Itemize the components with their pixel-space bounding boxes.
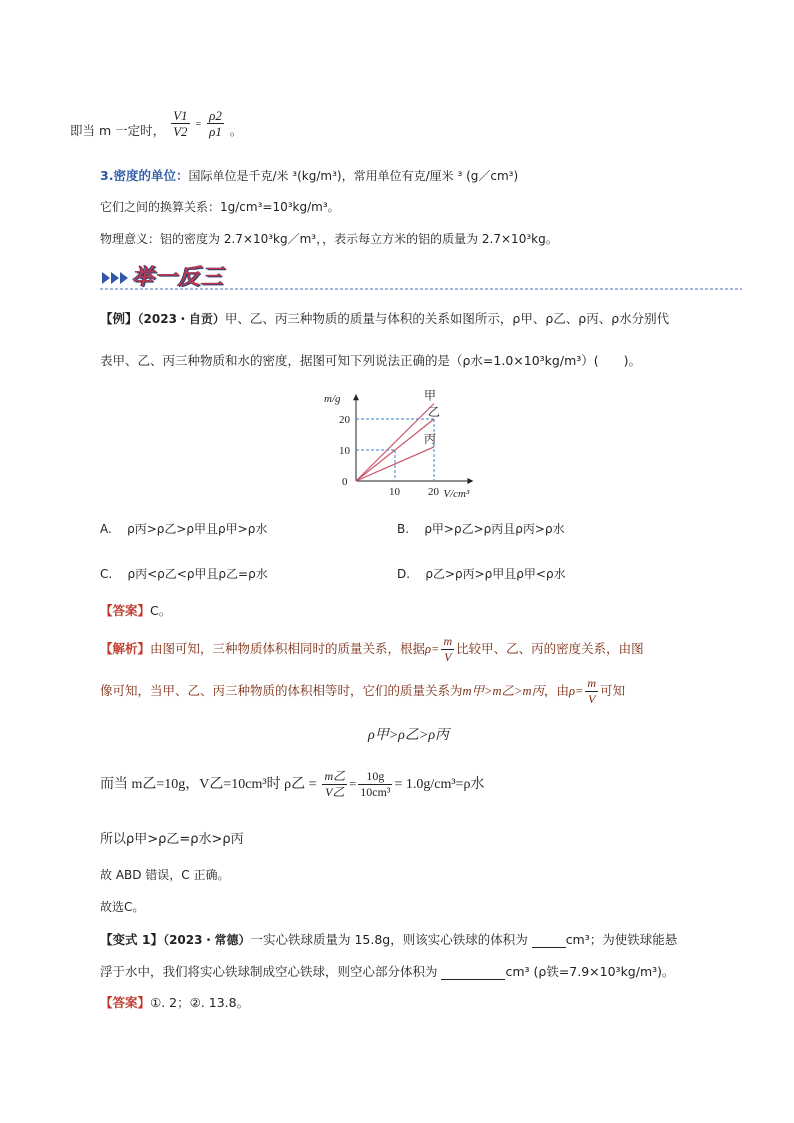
frac-m: m [443, 634, 453, 648]
intro-prefix: 即当 m 一定时， [70, 123, 166, 138]
intro-fraction-v [171, 108, 189, 139]
v2: V2 [173, 124, 188, 139]
variant-line1 [100, 930, 677, 948]
option-letter: D. [397, 567, 411, 581]
calc-text: 而当 m乙=10g，V乙=10cm³时 ρ乙 = [100, 777, 317, 792]
option-d[interactable] [397, 565, 566, 582]
option-text: ρ丙<ρ乙<ρ甲且ρ乙=ρ水 [127, 567, 268, 581]
calc-fraction-2 [358, 769, 392, 800]
rho1: ρ1 [209, 124, 222, 139]
y-tick-label: 10 [339, 445, 350, 457]
option-letter: B. [397, 522, 410, 536]
mass-volume-chart [318, 388, 508, 500]
answer-line [100, 601, 171, 619]
frac-v: V [444, 650, 452, 664]
choose-line: 故选C。 [100, 900, 145, 914]
chart-svg [318, 388, 508, 500]
calc-den: V乙 [325, 785, 345, 799]
rho-symbol: ρ= [568, 684, 584, 698]
frac-v: V [588, 692, 596, 706]
analysis-label: 【解析】 [100, 641, 151, 656]
calc-num: m乙 [324, 769, 346, 783]
y-axis-label: m/g [324, 393, 341, 406]
option-letter: A. [100, 522, 112, 536]
analysis-text: 像可知，当甲、乙、丙三种物质的体积相等时，它们的质量关系为 [100, 683, 463, 698]
x-tick-label: 20 [428, 486, 439, 498]
units-line [100, 166, 518, 184]
density-order: ρ甲>ρ乙>ρ丙 [368, 728, 450, 743]
example-line2: 表甲、乙、丙三种物质和水的密度，据图可知下列说法正确的是（ρ水=1.0×10³kg/m³）( )。 [100, 353, 642, 368]
rho-symbol: ρ= [425, 642, 440, 656]
intro-fraction-rho [207, 108, 224, 139]
analysis-line2 [100, 674, 625, 708]
example-text1: 甲、乙、丙三种物质的质量与体积的关系如图所示，ρ甲、ρ乙、ρ丙、ρ水分别代 [224, 311, 670, 326]
intro-suffix: 。 [229, 123, 243, 138]
series-label: 甲 [424, 388, 437, 403]
answer-line-2 [100, 993, 249, 1011]
answer-label: 【答案】 [100, 995, 151, 1010]
analysis-text: 可知 [600, 683, 626, 698]
analysis-line1 [100, 632, 644, 666]
series-label: 丙 [424, 431, 437, 446]
series-line [356, 404, 437, 482]
conclusion-line: 所以ρ甲>ρ乙=ρ水>ρ丙 [100, 832, 244, 847]
equals-sign: = [195, 119, 202, 130]
calc-num: 10g [358, 769, 392, 785]
intro-line [70, 103, 242, 143]
variant-source: （2023・常德） [163, 933, 251, 947]
calc-fraction-1 [322, 769, 347, 800]
option-text: ρ甲>ρ乙>ρ丙且ρ丙>ρ水 [424, 522, 565, 536]
answer-blank-2[interactable] [441, 964, 505, 980]
equals-sign: = [349, 777, 357, 791]
banner-title: 举一反三 [132, 265, 225, 290]
origin-label: 0 [342, 476, 348, 488]
series-label: 乙 [428, 405, 441, 419]
option-letter: C. [100, 567, 113, 581]
variant-line2 [100, 962, 675, 980]
variant-label: 【变式 1】 [100, 932, 164, 947]
example-line1 [100, 309, 669, 327]
x-tick-label: 10 [389, 486, 400, 498]
arrow-icon [111, 272, 119, 284]
conversion-line: 它们之间的换算关系：1g/cm³=10³kg/m³。 [100, 200, 340, 214]
variant-text: cm³ (ρ铁=7.9×10³kg/m³)。 [505, 964, 675, 979]
x-axis-label: V/cm³ [443, 488, 470, 500]
v1: V1 [173, 108, 188, 123]
analysis-text: ，由 [543, 683, 569, 698]
option-text: ρ丙>ρ乙>ρ甲且ρ甲>ρ水 [127, 522, 268, 536]
example-label: 【例】 [100, 311, 138, 326]
arrow-icon [120, 272, 128, 284]
wrong-line: 故 ABD 错误，C 正确。 [100, 868, 230, 882]
calc-line [100, 764, 484, 804]
units-text: 国际单位是千克/米 ³(kg/m³)，常用单位有克/厘米 ³ (g／cm³) [188, 169, 519, 183]
units-heading: 3.密度的单位： [100, 168, 189, 183]
example-source: （2023・自贡） [137, 312, 225, 326]
option-text: ρ乙>ρ丙>ρ甲且ρ甲<ρ水 [425, 567, 566, 581]
mass-relation: m甲>m乙>m丙 [462, 684, 544, 698]
analysis-text: 由图可知，三种物质体积相同时的质量关系，根据 [150, 641, 426, 656]
x-axis-arrow-icon [467, 478, 473, 484]
analysis-text: 比较甲、乙、丙的密度关系，由图 [456, 641, 644, 656]
option-b[interactable] [397, 520, 565, 537]
answer-blank-1[interactable] [532, 932, 566, 948]
frac-m: m [587, 676, 597, 690]
option-c[interactable] [100, 565, 268, 582]
rho2: ρ2 [209, 108, 222, 123]
option-a[interactable] [100, 520, 267, 537]
arrow-icon [102, 272, 110, 284]
variant-text: cm³；为使铁球能悬 [565, 932, 678, 947]
answer-label: 【答案】 [100, 603, 151, 618]
answer-value: C。 [150, 603, 172, 618]
variant-text: 浮于水中，我们将实心铁球制成空心铁球，则空心部分体积为 [100, 964, 442, 979]
answer-value: ①. 2；②. 13.8。 [150, 995, 250, 1010]
y-axis-arrow-icon [353, 394, 359, 400]
section-banner [100, 258, 742, 292]
density-fraction [585, 676, 598, 707]
calc-den: 10cm³ [360, 785, 391, 799]
density-fraction [441, 634, 454, 665]
y-tick-label: 20 [339, 414, 350, 426]
variant-text: 一实心铁球质量为 15.8g，则该实心铁球的体积为 [250, 932, 532, 947]
meaning-line: 物理意义：铝的密度为 2.7×10³kg／m³，，表示每立方米的铝的质量为 2.7×10³kg。 [100, 232, 558, 246]
calc-text: = 1.0g/cm³=ρ水 [394, 777, 485, 792]
